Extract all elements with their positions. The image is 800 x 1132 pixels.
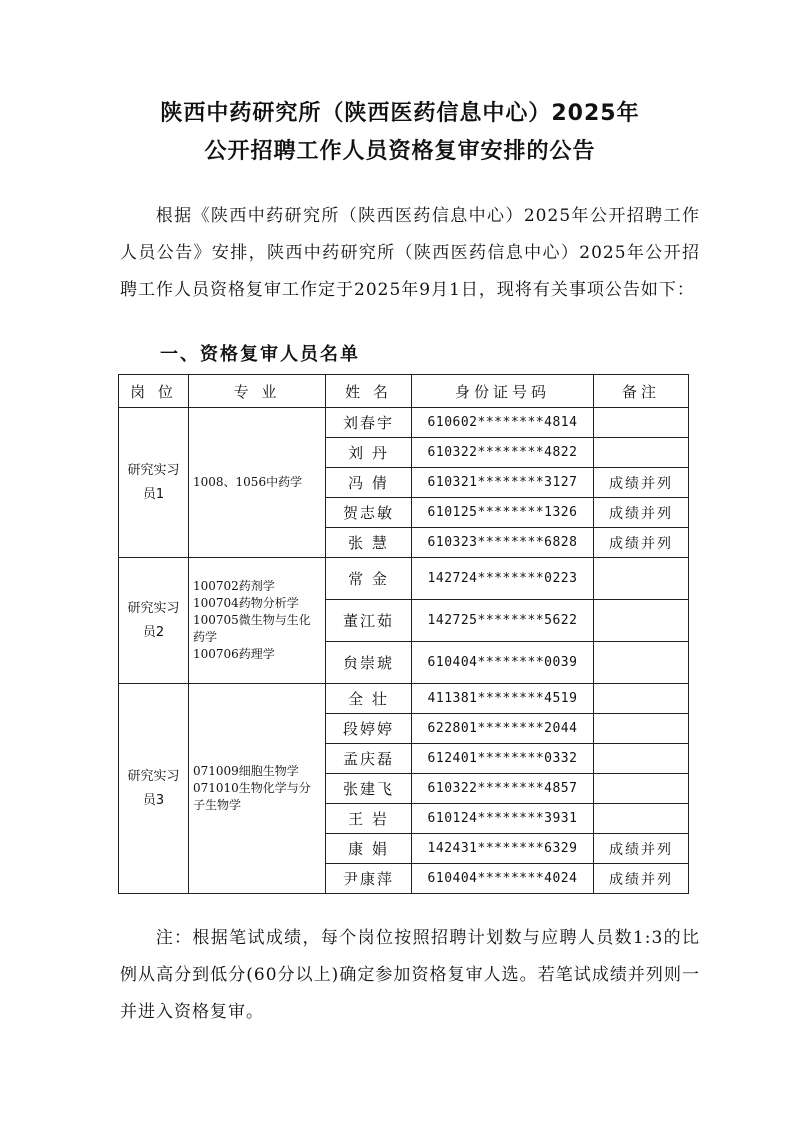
name-cell: 刘 丹	[326, 438, 412, 468]
name-cell: 贺志敏	[326, 498, 412, 528]
table-row	[119, 558, 689, 600]
name-cell: 尹康萍	[326, 864, 412, 894]
id-number-cell: 610124********3931	[412, 804, 594, 834]
header-position: 岗 位	[119, 375, 189, 408]
section-heading: 一、资格复审人员名单	[160, 344, 360, 365]
position-cell: 研究实习员2	[119, 558, 189, 684]
name-cell: 董江茹	[326, 600, 412, 642]
name-cell: 孟庆磊	[326, 744, 412, 774]
table-body	[119, 408, 689, 894]
note-cell	[594, 600, 689, 642]
note-cell	[594, 408, 689, 438]
note-cell	[594, 774, 689, 804]
major-cell: 100702药剂学 100704药物分析学 100705微生物与生化药学 100706药理学	[189, 558, 326, 684]
name-cell: 康 娟	[326, 834, 412, 864]
id-number-cell: 610404********4024	[412, 864, 594, 894]
note-cell	[594, 558, 689, 600]
name-cell: 冯 倩	[326, 468, 412, 498]
document-title-line-1: 陕西中药研究所（陕西医药信息中心）2025年	[160, 101, 640, 126]
id-number-cell: 610322********4857	[412, 774, 594, 804]
table-header-row	[119, 375, 689, 408]
footnote-paragraph: 注：根据笔试成绩，每个岗位按照招聘计划数与应聘人员数1:3的比例从高分到低分(60分以上)确定参加资格复审人选。若笔试成绩并列则一并进入资格复审。	[120, 928, 700, 1022]
note-cell	[594, 684, 689, 714]
id-number-cell: 610321********3127	[412, 468, 594, 498]
header-note: 备注	[594, 375, 689, 408]
note-cell: 成绩并列	[594, 528, 689, 558]
id-number-cell: 622801********2044	[412, 714, 594, 744]
id-number-cell: 610125********1326	[412, 498, 594, 528]
note-cell: 成绩并列	[594, 864, 689, 894]
candidate-table	[118, 374, 689, 894]
note-cell	[594, 714, 689, 744]
name-cell: 张建飞	[326, 774, 412, 804]
id-number-cell: 612401********0332	[412, 744, 594, 774]
note-cell: 成绩并列	[594, 834, 689, 864]
position-cell: 研究实习员1	[119, 408, 189, 558]
name-cell: 王 岩	[326, 804, 412, 834]
document-title-line-2: 公开招聘工作人员资格复审安排的公告	[204, 139, 596, 164]
note-cell	[594, 804, 689, 834]
note-cell: 成绩并列	[594, 498, 689, 528]
id-number-cell: 610602********4814	[412, 408, 594, 438]
id-number-cell: 610322********4822	[412, 438, 594, 468]
id-number-cell: 142725********5622	[412, 600, 594, 642]
major-cell: 1008、1056中药学	[189, 408, 326, 558]
id-number-cell: 411381********4519	[412, 684, 594, 714]
note-cell	[594, 438, 689, 468]
header-name: 姓 名	[326, 375, 412, 408]
note-cell	[594, 744, 689, 774]
name-cell: 段婷婷	[326, 714, 412, 744]
name-cell: 张 慧	[326, 528, 412, 558]
id-number-cell: 610404********0039	[412, 642, 594, 684]
position-cell: 研究实习员3	[119, 684, 189, 894]
id-number-cell: 142431********6329	[412, 834, 594, 864]
table-row	[119, 684, 689, 714]
note-cell	[594, 642, 689, 684]
name-cell: 贠崇琥	[326, 642, 412, 684]
header-major: 专 业	[189, 375, 326, 408]
intro-paragraph: 根据《陕西中药研究所（陕西医药信息中心）2025年公开招聘工作人员公告》安排，陕西中药研究所（陕西医药信息中心）2025年公开招聘工作人员资格复审工作定于2025年9月1日，现将有关事项公告如下：	[120, 206, 700, 300]
name-cell: 全 壮	[326, 684, 412, 714]
header-id-number: 身份证号码	[412, 375, 594, 408]
major-cell: 071009细胞生物学 071010生物化学与分子生物学	[189, 684, 326, 894]
table-row	[119, 408, 689, 438]
id-number-cell: 610323********6828	[412, 528, 594, 558]
note-cell: 成绩并列	[594, 468, 689, 498]
name-cell: 刘春宇	[326, 408, 412, 438]
name-cell: 常 金	[326, 558, 412, 600]
id-number-cell: 142724********0223	[412, 558, 594, 600]
